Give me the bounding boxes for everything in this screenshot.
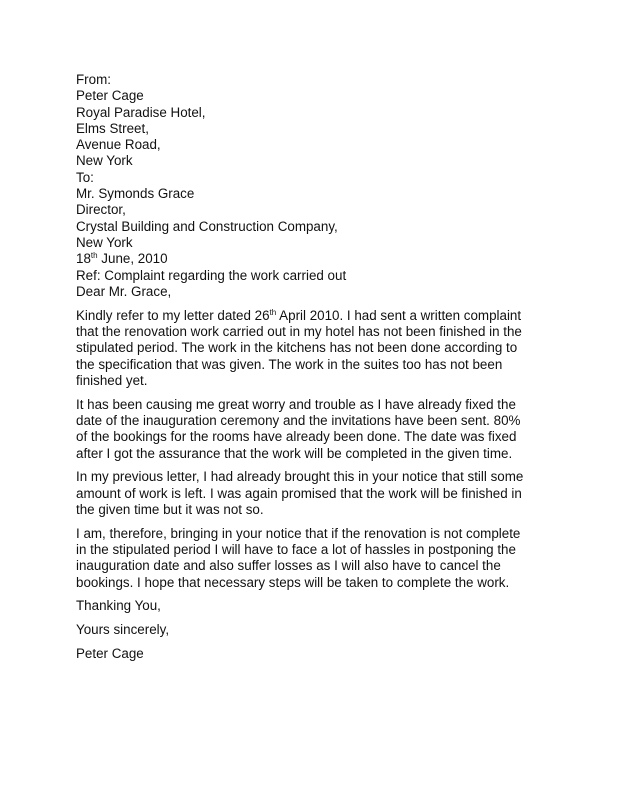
sender-block: [76, 72, 576, 170]
paragraph-line: bookings. I hope that necessary steps will be taken to complete the work.: [76, 574, 510, 590]
salutation: Dear Mr. Grace,: [76, 283, 172, 299]
sender-address-line: Royal Paradise Hotel,: [76, 104, 206, 120]
closing-signoff: [76, 622, 576, 638]
paragraph-line: I am, therefore, bringing in your notice that if the renovation is not complete: [76, 525, 521, 541]
signoff-line: Yours sincerely,: [76, 622, 170, 638]
signature-block: [76, 646, 576, 662]
paragraph-line: In my previous letter, I had already brought this in your notice that still some: [76, 469, 524, 485]
recipient-title: Director,: [76, 202, 126, 218]
recipient-block: [76, 170, 576, 251]
paragraph-line: amount of work is left. I was again promised that the work will be finished in: [76, 485, 522, 501]
paragraph-line: stipulated period. The work in the kitchens has not been done according to: [76, 340, 518, 356]
sender-address-line: Avenue Road,: [76, 137, 161, 153]
paragraph-line: finished yet.: [76, 372, 148, 388]
recipient-company: Crystal Building and Construction Company,: [76, 218, 338, 234]
paragraph-text: April 2010. I had sent a written complaint: [276, 307, 522, 323]
thanks-line: Thanking You,: [76, 598, 161, 614]
letter: [76, 72, 576, 662]
paragraph-line: [76, 308, 576, 324]
paragraph-line: date of the inauguration ceremony and the invitations have been sent. 80%: [76, 412, 521, 428]
date-rest: June, 2010: [97, 251, 168, 267]
paragraph-text: Kindly refer to my letter dated 26: [76, 307, 270, 323]
paragraph-line: that the renovation work carried out in my hotel has not been finished in the: [76, 323, 522, 339]
letter-date: [76, 251, 576, 267]
body-paragraph-4: [76, 526, 576, 591]
paragraph-line: after I got the assurance that the work will be completed in the given time.: [76, 445, 513, 461]
body-paragraph-1: [76, 308, 576, 389]
paragraph-line: in the stipulated period I will have to face a lot of hassles in postponing the: [76, 542, 516, 558]
ordinal-suffix: th: [269, 307, 277, 317]
date-day: 18: [76, 251, 91, 267]
date-suffix: th: [90, 251, 98, 261]
signature-name: Peter Cage: [76, 646, 144, 661]
recipient-city: New York: [76, 234, 133, 250]
sender-address-line: Elms Street,: [76, 120, 149, 136]
paragraph-line: inauguration date and also suffer losses as I will also have to cancel the: [76, 558, 501, 574]
sender-name: Peter Cage: [76, 88, 144, 104]
from-label: From:: [76, 72, 111, 87]
closing-thanks: [76, 598, 576, 614]
reference-line: Ref: Complaint regarding the work carried out: [76, 267, 347, 283]
sender-address-line: New York: [76, 153, 133, 169]
paragraph-line: the specification that was given. The work in the suites too has not been: [76, 356, 503, 372]
paragraph-line: It has been causing me great worry and trouble as I have already fixed the: [76, 396, 516, 412]
paragraph-line: of the bookings for the rooms have already been done. The date was fixed: [76, 429, 517, 445]
paragraph-line: the given time but it was not so.: [76, 501, 264, 517]
body-paragraph-3: [76, 469, 576, 518]
to-label: To:: [76, 169, 94, 185]
body-paragraph-2: [76, 397, 576, 462]
recipient-name: Mr. Symonds Grace: [76, 186, 195, 202]
